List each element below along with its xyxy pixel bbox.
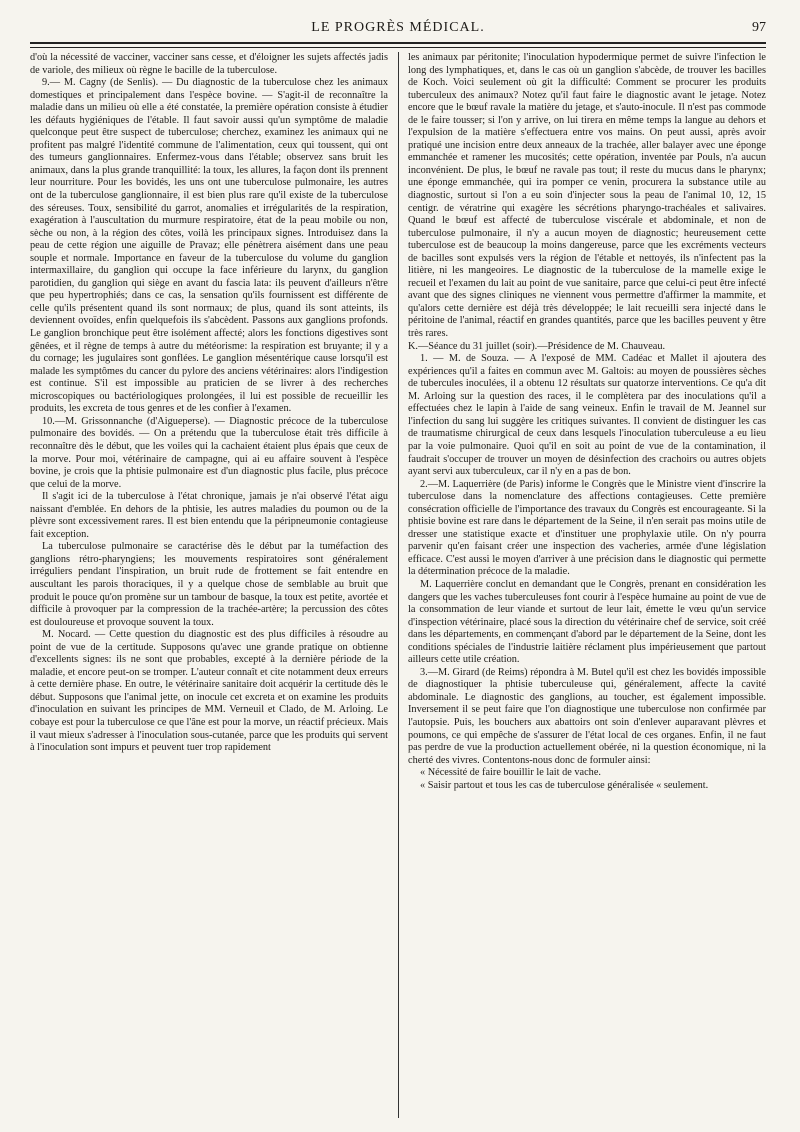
paragraph: 2.—M. Laquerrière (de Paris) informe le Congrès que le Ministre vient d'inscrire la tuberculose dans la nomenclature des affections contagieuses. Cette première consécration officielle de l'importance des travaux du Congrès est encourageante. Si la phtisie bovine est rare dans le département de la Seine, il n'en serait pas moins utile de dresser une statistique exacte et d'instituer une prophylaxie utile. On n'y pourra parvenir qu'en faisant créer une inspection des vacheries, armée d'une législation efficace. C'est aussi le moyen d'arriver à une précision dans le diagnostic qui permette la détermination précoce de la maladie. xyxy=(408,478,766,578)
paragraph: Il s'agit ici de la tuberculose à l'état chronique, jamais je n'ai observé l'état aigu naissant d'emblée. En dehors de la phtisie, les autres maladies du poumon ou de la plèvre sont excessivement rares. Il est bien entendu que la péripneumonie contagieuse fait exception. xyxy=(30,491,388,540)
quote-line: « Nécessité de faire bouillir le lait de vache. xyxy=(420,767,601,779)
quote-line: « Saisir partout et tous les cas de tuberculose généralisée « seulement. xyxy=(420,779,709,791)
left-column xyxy=(30,52,388,1122)
paragraph: 1. — M. de Souza. — A l'exposé de MM. Cadéac et Mallet il ajoutera des expériences qu'il a faites en commun avec M. Galtois: au moyen de poussières sèches de tubercules inoculées, il a obtenu 12 résultats sur quatorze interventions. Ce qu'a dit M. Arloing sur la question des races, il le complètera par des inoculations qu'il a effectuées chez le lapin à l'aide de sang veineux. Enfin le travail de M. Jeannel sur l'infection du sang lui suggère les critiques suivantes. Il convient de distinguer les cas de traumatisme chirurgical de ceux dans lesquels l'inoculation tuberculeuse a eu lieu par la voie pulmonaire. Quoi qu'il en soit au point de vue de la contamination, il faudrait s'occuper de trouver un moyen de désinfection des crachoirs ou autres objets ayant servi aux tuberculeux, car il n'y en a pas de bon. xyxy=(408,353,766,478)
header-rule-thin xyxy=(30,47,766,48)
column-divider xyxy=(398,52,399,1118)
right-column xyxy=(408,52,766,1122)
paragraph: 3.—M. Girard (de Reims) répondra à M. Butel qu'il est chez les bovidés impossible de diagnostiquer la phtisie tuberculeuse qui, généralement, affecte la cavité abdominale. Le diagnostic des ganglions, au toucher, est également impossible. Inversement il se peut faire que l'on diagnostique une tuberculose non confirmée par l'autopsie. Puis, les bouchers aux abattoirs ont soin d'enlever auparavant plèvres et poumons, ce qui empêche de s'assurer de l'état local de ces organes. Enfin, il ne faut pas perdre de vue la production actuellement obérée, ni la question économique, ni la cherté des vivres. Contentons-nous donc de formuler ainsi: xyxy=(408,666,766,766)
paragraph: les animaux par péritonite; l'inoculation hypodermique permet de suivre l'infection le long des lymphatiques, et, dans le cas où un ganglion s'abcède, de trouver les bacilles de Koch. Voici seulement où git la difficulté: Comment se procurer les produits tuberculeux des animaux? Notez qu'il faut faire le diagnostic avant le jetage. Notez encore que le bœuf ravale la matière du jetage, et s'auto-inocule. Il n'est pas commode de le faire tousser; si l'on y arrive, on lui tirera en même temps la langue au dehors et l'expulsion de la matière s'effectuera entre vos mains. On peut aussi, après avoir pratiqué une incision entre deux anneaux de la trachée, aller balayer avec une éponge emmanchée et ramener les mucosités; cette opération, inventée par Pouls, n'a aucun inconvénient. De plus, le bœuf ne ravale pas tout; il reste du mucus dans le pharynx; une éponge emmanchée, qui ira pomper ce venin, procurera la substance utile au diagnostic, surtout si l'on a eu soin d'injecter sous la peau de l'animal 10, 12, 15 centigr. de vératrine qui exagère les sécrétions pharyngo-trachéales et salivaires. Quand le bœuf est affecté de tuberculose viscérale et abdominale, et non de tuberculose pulmonaire, il n'y a aucun moyen de diagnostic; heureusement cette tuberculose est de beaucoup la moins dangereuse, parce que les excréments vecteurs de bacilles sont expulsés vers la région de l'étable et nettoyés, ils n'infectent pas la litière, ni les mangeoires. Le diagnostic de la tuberculose de la mamelle exige le recueil et l'examen du lait au point de vue sanitaire, parce que celui-ci peut être infecté avant que des signes cliniques ne viennent vous permettre d'affirmer la mammite, et qu'alors cette dernière est déjà très développée; le lait recueilli sera injecté dans le péritoine de l'animal, réactif en grandes quantités, parce que les bacilles peuvent y être très rares. xyxy=(408,52,766,340)
header-rule-thick xyxy=(30,42,766,44)
journal-title: LE PROGRÈS MÉDICAL. xyxy=(311,20,485,35)
page-number: 97 xyxy=(752,20,766,35)
page-header xyxy=(30,14,766,42)
session-heading: K.—Séance du 31 juillet (soir).—Présidence de M. Chauveau. xyxy=(408,340,666,352)
paragraph: 10.—M. Grissonnanche (d'Aigueperse). — Diagnostic précoce de la tuberculose pulmonaire des bovidés. — On a prétendu que la tuberculose était très difficile à reconnaître dès le début, que les voiles qui la cachaient étaient plus épais que ceux de la morve. Pour moi, vétérinaire de campagne, qui ai eu affaire souvent à l'espèce bovine, je crois que la phtisie pulmonaire est d'un diagnostic plus facile, plus précoce que celui de la morve. xyxy=(30,415,388,490)
paragraph: M. Laquerrière conclut en demandant que le Congrès, prenant en considération les dangers que les vaches tuberculeuses font courir à l'espèce humaine au point de vue de la consommation de leur viande et surtout de leur lait, émette le vœu qu'un service d'inspection vétérinaire, placé sous la direction du vétérinaire chef de service, soit créé dans les départements, en commençant d'abord par le département de la Seine, dont les conditions spéciales de l'industrie laitière réclament plus impérieusement que partout ailleurs cette utile création. xyxy=(408,578,766,666)
paragraph: 9.— M. Cagny (de Senlis). — Du diagnostic de la tuberculose chez les animaux domestiques et principalement dans l'espèce bovine. — S'agit-il de reconnaître la maladie dans un milieu où elle a été constatée, la première opération consiste à étudier les défauts hygiéniques de l'étable. Il faut savoir aussi qu'un symptôme de maladie quelconque peut être suspect de tuberculose; cherchez, examinez les animaux qui ne profitent pas malgré l'identité commune de l'alimentation, ceux qui toussent, qui ont des tumeurs ganglionnaires. Enfermez-vous dans l'étable; observez sans bruit les animaux, dans la plus grande tranquillité: la toux, les allures, la façon dont ils prennent leur nourriture. Pour les bovidés, les uns ont une tuberculose pulmonaire, les autres ont de la tuberculose ganglionnaire, il est bien plus rare qu'il existe de la tuberculose des séreuses. Toux, sensibilité du garrot, anomalies et irrégularités de la respiration, exagération à l'auscultation du murmure respiratoire, état de la peau mobile ou non, sèche ou non, à la région des côtes, voilà les principaux signes. Introduisez dans la peau de cette région une aiguille de Pravaz; elle pénètrera aisément dans une peau souple et normale. Importance en faveur de la tuberculose du volume du ganglion intermaxillaire, du ganglion qui occupe la face inférieure du larynx, du ganglion parotidien, du ganglion qui siège en avant du fascia lata: ils peuvent d'ailleurs n'être que peu hypertrophiés; dans ce cas, la sensation qu'ils fournissent est différente de celle qu'ils présentent quand ils sont normaux; de plus, quand ils sont atteints, ils deviennent ovoïdes, enfin quelquefois ils s'abcèdent. Passons aux ganglions profonds. Le ganglion bronchique peut être isolément affecté; alors les fonctions digestives sont gênées, et il règne de temps à autre du météorisme: la respiration est bruyante; il y a du cornage; les jugulaires sont gonflées. Le ganglion mésentérique cause lorsqu'il est malade les symptômes du cancer du pylore des anciens vétérinaires: alors l'indigestion est continue. S'il est impossible au praticien de se livrer à des recherches microscopiques ou bactériologiques prolongées, il lui est possible de recueillir les produits, les excreta de tous genres et de les confier à l'examen. xyxy=(30,77,388,415)
paragraph: M. Nocard. — Cette question du diagnostic est des plus difficiles à résoudre au point de vue de la certitude. Supposons qu'avec une grande pratique on obtienne d'excellents signes: ils ne sont que probables, excepté à la dernière période de la maladie, et encore peut-on se tromper. L'auteur connaît et cite notamment deux erreurs à cette dernière phase. En outre, le vétérinaire sanitaire doit acquérir la certitude dès le début. Supposons que l'animal jette, on inocule cet excreta et on examine les produits d'inoculation en suivant les principes de MM. Verneuil et Clado, de M. Arloing. Le cobaye est pour la tuberculose ce que l'âne est pour la morve, un réactif précieux. Mais il vaut mieux s'adresser à l'inoculation sous-cutanée, parce que les produits qui servent à l'inoculation sont impurs et peuvent tuer trop rapidement xyxy=(30,629,388,754)
paragraph: d'où la nécessité de vacciner, vacciner sans cesse, et d'éloigner les sujets affectés jadis de variole, des milieux où règne le bacille de la tuberculose. xyxy=(30,52,388,76)
paragraph: La tuberculose pulmonaire se caractérise dès le début par la tuméfaction des ganglions rétro-pharyngiens; les mouvements respiratoires sont généralement irréguliers pendant l'inspiration, un bruit rude de frottement se fait entendre en auscultant les parois thoraciques, il y a quelque chose de semblable au bruit que produit le pouce qu'on promène sur un tambour de basque, la toux est petite, avortée et difficile à provoquer par la compression de la trachée-artère; la percussion des côtes est douloureuse et provoque souvent la toux. xyxy=(30,541,388,628)
